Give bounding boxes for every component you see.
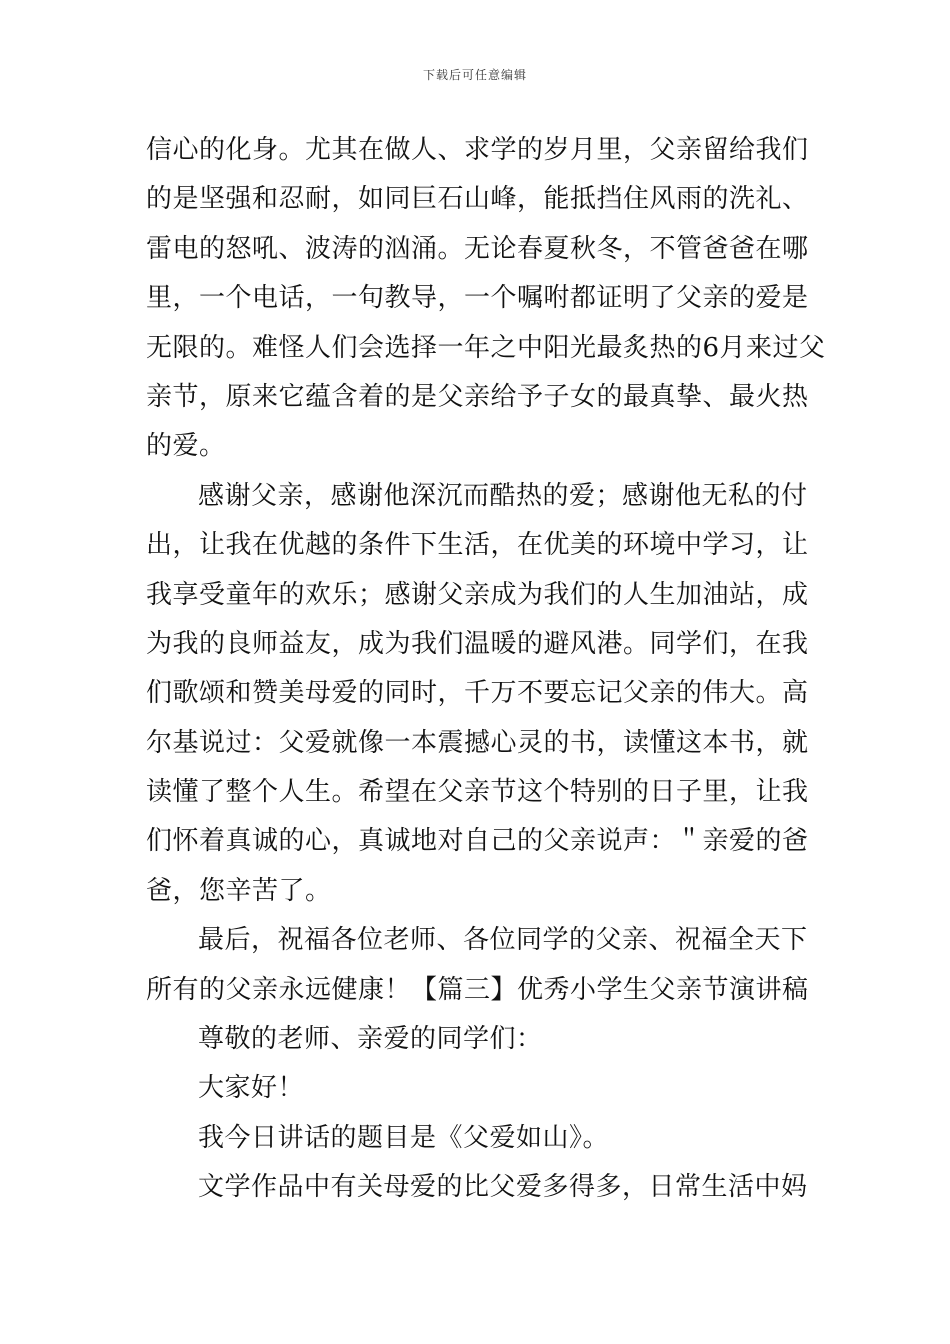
topic-line: 我今日讲话的题目是《父爱如山》。: [198, 1122, 610, 1153]
text-line: 出，让我在优越的条件下生活，在优美的环境中学习，让: [146, 530, 809, 561]
paragraph-start-line: 感谢父亲，感谢他深沉而酷热的爱；感谢他无私的付: [198, 480, 808, 511]
text-line: 的爱。: [146, 431, 226, 462]
text-line: 爸，您辛苦了。: [146, 875, 332, 906]
text-line: 里，一个电话，一句教导，一个嘱咐都证明了父亲的爱是: [146, 283, 809, 314]
greeting-line: 大家好！: [198, 1073, 305, 1104]
text-line: 读懂了整个人生。希望在父亲节这个特别的日子里，让我: [146, 777, 809, 808]
text-line: 们歌颂和赞美母爱的同时，千万不要忘记父亲的伟大。高: [146, 678, 809, 709]
text-line: 所有的父亲永远健康！【篇三】优秀小学生父亲节演讲稿: [146, 974, 809, 1005]
text-line: 雷电的怒吼、波涛的汹涌。无论春夏秋冬，不管爸爸在哪: [146, 233, 809, 264]
text-line: 无限的。难怪人们会选择一年之中阳光最炙热的6月来过父: [146, 332, 826, 363]
text-line: 信心的化身。尤其在做人、求学的岁月里，父亲留给我们: [146, 135, 809, 165]
text-line: 亲节，原来它蕴含着的是父亲给予子女的最真挚、最火热: [146, 381, 809, 412]
text-line: 我享受童年的欢乐；感谢父亲成为我们的人生加油站，成: [146, 579, 809, 610]
page-header: 下载后可任意编辑: [422, 68, 527, 82]
text-line: 尔基说过：父爱就像一本震撼心灵的书，读懂这本书，就: [146, 727, 809, 758]
document-body: [146, 126, 826, 1213]
salutation-line: 尊敬的老师、亲爱的同学们：: [198, 1024, 543, 1055]
text-line: 的是坚强和忍耐，如同巨石山峰，能抵挡住风雨的洗礼、: [146, 184, 809, 215]
text-line: 们怀着真诚的心，真诚地对自己的父亲说声：＂亲爱的爸: [146, 826, 809, 857]
paragraph-start-line: 文学作品中有关母爱的比父爱多得多，日常生活中妈: [198, 1172, 808, 1203]
paragraph-start-line: 最后，祝福各位老师、各位同学的父亲、祝福全天下: [198, 925, 808, 956]
text-line: 为我的良师益友，成为我们温暖的避风港。同学们，在我: [146, 628, 809, 659]
